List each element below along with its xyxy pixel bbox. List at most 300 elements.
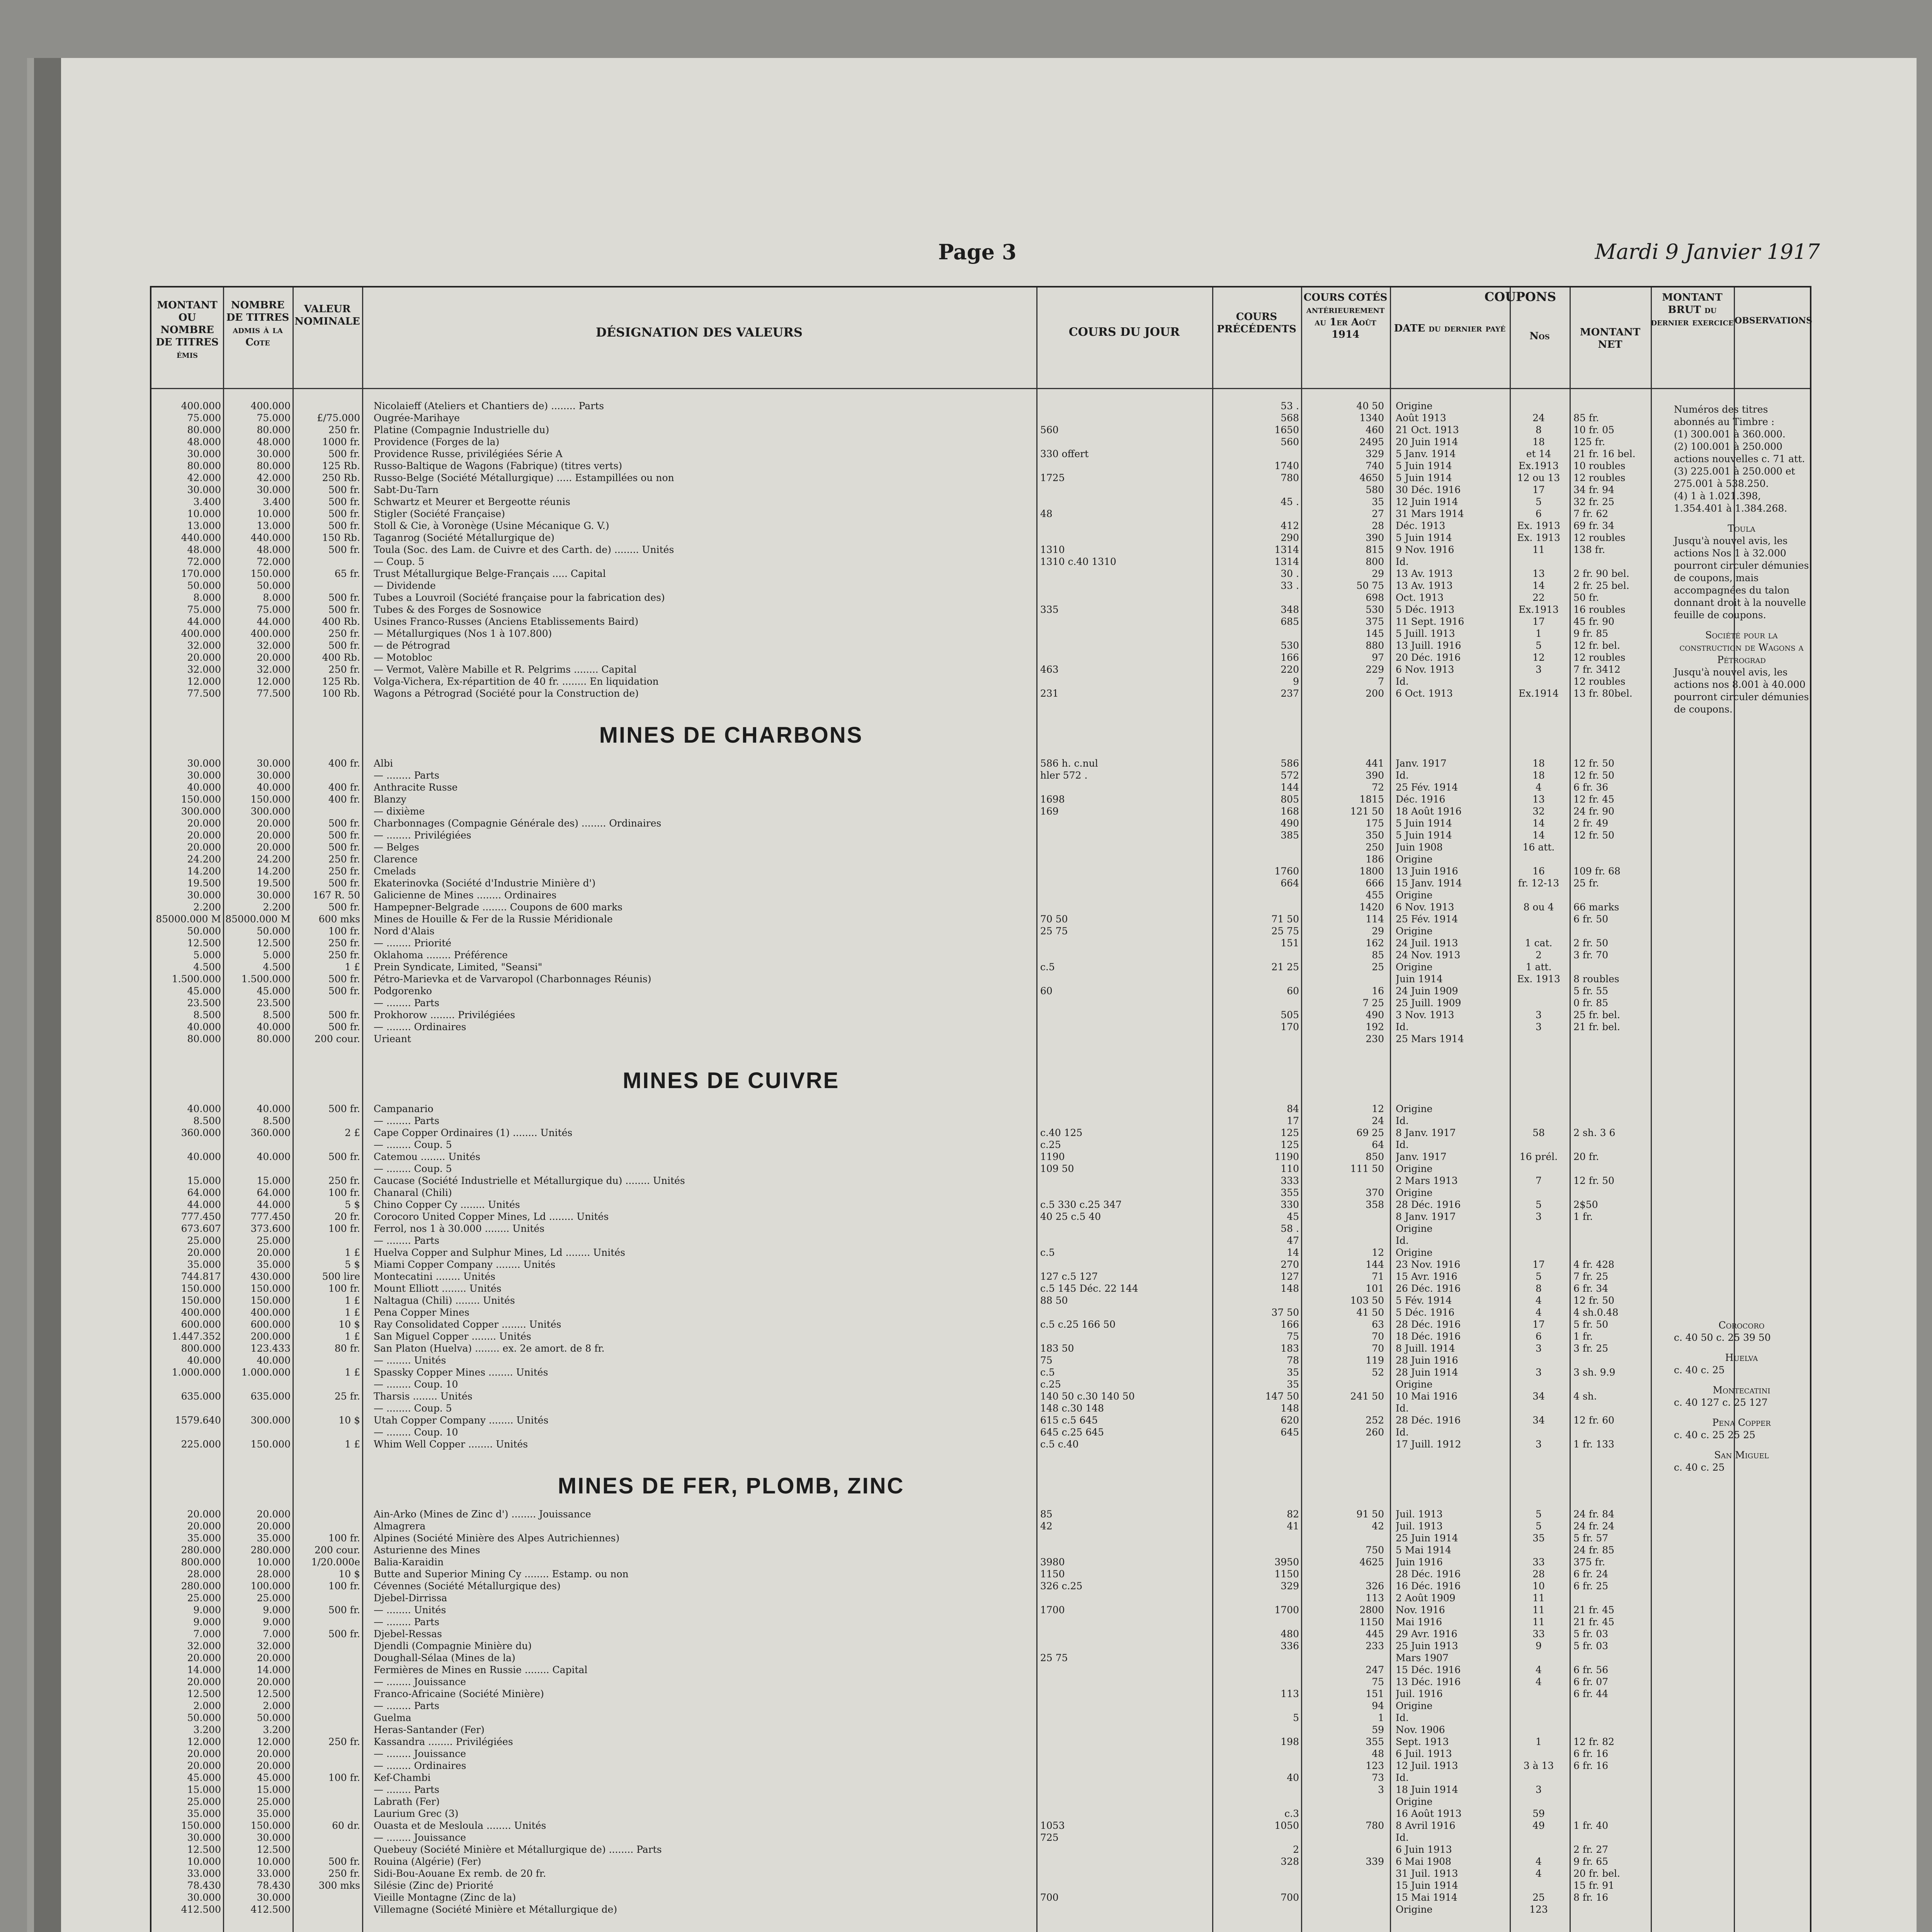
page-fold-shadow <box>34 58 61 1932</box>
cell-emis: 412.500 <box>181 1904 221 1915</box>
cell-emis: 30.000 <box>187 448 221 459</box>
cell-name: Rouina (Algérie) (Fer) <box>374 1856 481 1867</box>
cell-jour: 700 <box>1040 1892 1059 1903</box>
table-row <box>151 675 1810 688</box>
cell-name: — ........ Coup. 10 <box>374 1379 458 1390</box>
table-row <box>151 1592 1810 1605</box>
cell-name: Chino Copper Cy ........ Unités <box>374 1199 520 1210</box>
cell-cote: 800 <box>1366 556 1384 567</box>
cell-name: — ........ Parts <box>374 770 439 781</box>
cell-emis: 10.000 <box>187 508 221 519</box>
cell-prec: 41 <box>1287 1520 1299 1532</box>
cell-jour: 85 <box>1040 1509 1053 1520</box>
cell-name: — ........ Priorité <box>374 937 452 949</box>
cell-cote: 64 <box>1372 1139 1384 1150</box>
table-row <box>151 1282 1810 1295</box>
cell-name: Providence Russe, privilégiées Série A <box>374 448 563 459</box>
cell-adm: 150.000 <box>250 568 291 579</box>
table-row <box>151 1330 1810 1343</box>
cell-val: 125 Rb. <box>322 676 360 687</box>
col-header-admis: NOMBRE DE TITRES admis à la Cote <box>226 299 289 348</box>
cell-val: 1 £ <box>345 1295 360 1306</box>
cell-name: Schwartz et Meurer et Bergeotte réunis <box>374 496 570 507</box>
cell-prec: 144 <box>1281 782 1299 793</box>
cell-emis: 20.000 <box>187 1760 221 1771</box>
cell-emis: 800.000 <box>181 1556 221 1568</box>
cell-net: 2$50 <box>1573 1199 1598 1210</box>
cell-cote: 162 <box>1366 937 1384 949</box>
cell-prec: 5 <box>1293 1712 1299 1723</box>
cell-net: 375 fr. <box>1573 1556 1605 1568</box>
cell-net: 8 fr. 16 <box>1573 1892 1609 1903</box>
table-row <box>151 1723 1810 1736</box>
cell-emis: 32.000 <box>187 1640 221 1651</box>
table-row <box>151 1102 1810 1116</box>
cell-cote: 390 <box>1366 770 1384 781</box>
table-row <box>151 961 1810 974</box>
cell-no: 24 <box>1532 412 1545 423</box>
table-row <box>151 1378 1810 1391</box>
cell-net: 5 fr. 55 <box>1573 985 1609 997</box>
cell-jour: 1725 <box>1040 472 1065 483</box>
cell-adm: 3.200 <box>263 1724 291 1735</box>
table-row <box>151 1747 1810 1760</box>
cell-cote: 247 <box>1366 1664 1384 1675</box>
cell-adm: 80.000 <box>257 424 291 435</box>
cell-date: 5 Juin 1914 <box>1396 830 1452 841</box>
cell-no: 9 <box>1536 1640 1542 1651</box>
cell-emis: 30.000 <box>187 484 221 495</box>
cell-emis: 44.000 <box>187 1199 221 1210</box>
cell-cote: 390 <box>1366 532 1384 543</box>
cell-adm: 30.000 <box>257 1832 291 1843</box>
obs-item: (2) 100.001 à 250.000 actions nouvelles c. 71 att. <box>1674 441 1805 464</box>
cell-date: Origine <box>1396 1223 1433 1234</box>
cell-date: 9 Nov. 1916 <box>1396 544 1454 555</box>
cell-date: 2 Mars 1913 <box>1396 1175 1458 1186</box>
cell-prec: 385 <box>1281 830 1299 841</box>
cell-adm: 4.500 <box>263 961 291 973</box>
cell-adm: 20.000 <box>257 1509 291 1520</box>
cell-net: 125 fr. <box>1573 436 1605 447</box>
cell-val: 300 mks <box>318 1880 360 1891</box>
observations-cuivre <box>1674 1311 1809 1474</box>
cell-name: — dixième <box>374 806 425 817</box>
table-row <box>151 495 1810 509</box>
cell-date: 28 Déc. 1916 <box>1396 1415 1461 1426</box>
cell-adm: 30.000 <box>257 1892 291 1903</box>
cell-adm: 150.000 <box>250 1820 291 1831</box>
table-row <box>151 781 1810 794</box>
cell-emis: 75.000 <box>187 604 221 615</box>
cell-date: 28 Juin 1916 <box>1396 1355 1458 1366</box>
cell-emis: 30.000 <box>187 758 221 769</box>
cell-jour: 586 h. c.nul <box>1040 758 1098 769</box>
cell-emis: 150.000 <box>181 1820 221 1831</box>
cell-adm: 35.000 <box>257 1808 291 1819</box>
cell-prec: 220 <box>1281 664 1299 675</box>
table-row <box>151 1843 1810 1856</box>
cell-adm: 25.000 <box>257 1592 291 1604</box>
obs-item: (4) 1 à 1.021.398, 1.354.401 à 1.384.268. <box>1674 490 1787 514</box>
cell-emis: 225.000 <box>181 1439 221 1450</box>
cell-emis: 20.000 <box>187 830 221 841</box>
cell-val: 500 fr. <box>328 448 360 459</box>
table-row <box>151 603 1810 616</box>
cell-net: 6 fr. 24 <box>1573 1568 1609 1580</box>
cell-jour: hler 572 . <box>1040 770 1088 781</box>
cell-name: — ........ Parts <box>374 1115 439 1126</box>
cell-prec: 330 <box>1281 1199 1299 1210</box>
cell-emis: 20.000 <box>187 1520 221 1532</box>
cell-adm: 78.430 <box>257 1880 291 1891</box>
cell-cote: 1150 <box>1359 1616 1384 1628</box>
cell-name: Platine (Compagnie Industrielle du) <box>374 424 549 435</box>
cell-emis: 33.000 <box>187 1868 221 1879</box>
cell-net: 12 fr. 50 <box>1573 758 1614 769</box>
cell-adm: 25.000 <box>257 1235 291 1246</box>
cell-date: 5 Mai 1914 <box>1396 1544 1451 1556</box>
cell-adm: 30.000 <box>257 758 291 769</box>
cell-val: 500 fr. <box>328 496 360 507</box>
cell-emis: 12.500 <box>187 937 221 949</box>
cell-cote: 101 <box>1366 1283 1384 1294</box>
cell-net: 12 fr. 50 <box>1573 1295 1614 1306</box>
cell-net: 13 fr. 80bel. <box>1573 688 1633 699</box>
cell-prec: 664 <box>1281 878 1299 889</box>
cell-emis: 360.000 <box>181 1127 221 1138</box>
cell-name: Villemagne (Société Minière et Métallurgique de) <box>374 1904 617 1915</box>
cell-emis: 4.500 <box>193 961 221 973</box>
cell-date: 11 Sept. 1916 <box>1396 616 1464 627</box>
cell-adm: 123.433 <box>250 1343 291 1354</box>
cell-cote: 114 <box>1366 913 1384 925</box>
obs-corocoro-text: c. 40 50 c. 25 39 50 <box>1674 1332 1771 1343</box>
cell-net: 12 roubles <box>1573 532 1626 543</box>
cell-no: 18 <box>1532 770 1545 781</box>
cell-cote: 370 <box>1366 1187 1384 1198</box>
cell-emis: 20.000 <box>187 1247 221 1258</box>
cell-adm: 44.000 <box>257 616 291 627</box>
col-header-coupons: COUPONS <box>1484 289 1556 304</box>
cell-net: 5 fr. 03 <box>1573 1640 1609 1651</box>
cell-net: 10 roubles <box>1573 460 1626 471</box>
cell-prec: 53 . <box>1281 400 1299 412</box>
table-row <box>151 973 1810 986</box>
cell-name: — ........ Parts <box>374 1700 439 1711</box>
cell-net: 6 fr. 16 <box>1573 1748 1609 1759</box>
table-row <box>151 447 1810 461</box>
cell-cote: 350 <box>1366 830 1384 841</box>
cell-prec: 183 <box>1281 1343 1299 1354</box>
cell-adm: 20.000 <box>257 1760 291 1771</box>
cell-net: 69 fr. 34 <box>1573 520 1614 531</box>
cell-val: 1 £ <box>345 1307 360 1318</box>
cell-prec: 113 <box>1281 1688 1299 1699</box>
cell-prec: 127 <box>1281 1271 1299 1282</box>
cell-date: 15 Mai 1914 <box>1396 1892 1458 1903</box>
table-row <box>151 937 1810 950</box>
cell-net: 9 fr. 65 <box>1573 1856 1609 1867</box>
cell-adm: 100.000 <box>250 1580 291 1592</box>
cell-jour: 330 offert <box>1040 448 1089 459</box>
cell-name: Nord d'Alais <box>374 925 435 937</box>
cell-date: Origine <box>1396 1247 1433 1258</box>
cell-net: 24 fr. 90 <box>1573 806 1614 817</box>
cell-net: 8 roubles <box>1573 973 1619 985</box>
cell-net: 6 fr. 34 <box>1573 1283 1609 1294</box>
cell-val: 250 fr. <box>328 1175 360 1186</box>
cell-name: Catemou ........ Unités <box>374 1151 481 1162</box>
cell-name: Asturienne des Mines <box>374 1544 480 1556</box>
cell-adm: 12.500 <box>257 1844 291 1855</box>
cell-date: 15 Juin 1914 <box>1396 1880 1458 1891</box>
cell-no: Ex. 1913 <box>1517 532 1560 543</box>
table-row <box>151 1426 1810 1439</box>
cell-no: 3 <box>1536 1021 1542 1032</box>
cell-emis: 25.000 <box>187 1592 221 1604</box>
cell-val: 250 fr. <box>328 1736 360 1747</box>
cell-val: 500 fr. <box>328 985 360 997</box>
cell-prec: 25 75 <box>1271 925 1299 937</box>
cell-cote: 48 <box>1372 1748 1384 1759</box>
cell-name: — Vermot, Valère Mabille et R. Pelgrims ........ Capital <box>374 664 637 675</box>
table-row <box>151 1580 1810 1593</box>
cell-val: 65 fr. <box>334 568 360 579</box>
cell-date: 18 Déc. 1916 <box>1396 1331 1461 1342</box>
col-header-observations: OBSERVATIONS <box>1735 316 1812 326</box>
cell-emis: 12.000 <box>187 1736 221 1747</box>
table-row <box>151 889 1810 902</box>
cell-name: Laurium Grec (3) <box>374 1808 459 1819</box>
cell-val: 500 fr. <box>328 842 360 853</box>
cell-cote: 460 <box>1366 424 1384 435</box>
cell-date: 28 Déc. 1916 <box>1396 1319 1461 1330</box>
cell-no: 13 <box>1532 568 1545 579</box>
cell-val: 500 lire <box>322 1271 360 1282</box>
cell-net: 25 fr. bel. <box>1573 1009 1620 1020</box>
cell-emis: 30.000 <box>187 889 221 901</box>
cell-date: 13 Juill. 1916 <box>1396 640 1461 651</box>
cell-jour: 725 <box>1040 1832 1059 1843</box>
cell-jour: c.25 <box>1040 1139 1061 1150</box>
cell-val: 500 fr. <box>328 604 360 615</box>
col-header-net: MONTANT NET <box>1580 327 1641 350</box>
cell-adm: 80.000 <box>257 460 291 471</box>
cell-cote: 29 <box>1372 568 1384 579</box>
cell-prec: 1314 <box>1274 556 1299 567</box>
cell-cote: 85 <box>1372 949 1384 961</box>
cell-prec: 45 . <box>1281 496 1299 507</box>
cell-name: Doughall-Sélaa (Mines de la) <box>374 1652 515 1663</box>
cell-prec: 237 <box>1281 688 1299 699</box>
table-row <box>151 1903 1810 1916</box>
cell-adm: 9.000 <box>263 1604 291 1616</box>
cell-cote: 119 <box>1366 1355 1384 1366</box>
table-row <box>151 423 1810 437</box>
cell-emis: 44.000 <box>187 616 221 627</box>
cell-net: 10 fr. 05 <box>1573 424 1614 435</box>
cell-name: Pétro-Marievka et de Varvaropol (Charbonnages Réunis) <box>374 973 651 985</box>
cell-val: 500 fr. <box>328 1009 360 1020</box>
cell-val: 500 fr. <box>328 1856 360 1867</box>
cell-cote: 260 <box>1366 1427 1384 1438</box>
cell-net: 50 fr. <box>1573 592 1599 603</box>
cell-net: 34 fr. 94 <box>1573 484 1614 495</box>
cell-emis: 40.000 <box>187 1355 221 1366</box>
cell-name: Albi <box>374 758 393 769</box>
cell-net: 32 fr. 25 <box>1573 496 1614 507</box>
cell-emis: 20.000 <box>187 818 221 829</box>
cell-cote: 41 50 <box>1356 1307 1384 1318</box>
cell-net: 21 fr. 45 <box>1573 1604 1614 1616</box>
cell-date: Id. <box>1396 1427 1409 1438</box>
cell-date: 18 Juin 1914 <box>1396 1784 1458 1795</box>
cell-val: 100 fr. <box>328 1223 360 1234</box>
cell-cote: 91 50 <box>1356 1509 1384 1520</box>
cell-name: Franco-Africaine (Société Minière) <box>374 1688 544 1699</box>
cell-val: 1 £ <box>345 1247 360 1258</box>
cell-jour: 42 <box>1040 1520 1053 1532</box>
cell-prec: 71 50 <box>1271 913 1299 925</box>
cell-date: Id. <box>1396 1139 1409 1150</box>
cell-cote: 35 <box>1372 496 1384 507</box>
cell-adm: 30.000 <box>257 448 291 459</box>
cell-no: 6 <box>1536 1331 1542 1342</box>
cell-adm: 44.000 <box>257 1199 291 1210</box>
cell-adm: 45.000 <box>257 1772 291 1783</box>
cell-emis: 1.000.000 <box>172 1367 221 1378</box>
cell-name: Taganrog (Société Métallurgique de) <box>374 532 554 543</box>
cell-name: Trust Métallurgique Belge-Français ..... Capital <box>374 568 606 579</box>
cell-adm: 2.200 <box>263 901 291 913</box>
cell-jour: 463 <box>1040 664 1059 675</box>
cell-date: Origine <box>1396 1379 1433 1390</box>
cell-name: — ........ Unités <box>374 1604 446 1616</box>
table-row <box>151 1651 1810 1665</box>
cell-val: 500 fr. <box>328 973 360 985</box>
table-row <box>151 1009 1810 1022</box>
cell-val: 500 fr. <box>328 640 360 651</box>
cell-prec: 1700 <box>1274 1604 1299 1616</box>
cell-emis: 30.000 <box>187 1832 221 1843</box>
cell-name: Wagons a Pétrograd (Société pour la Construction de) <box>374 688 639 699</box>
cell-date: Id. <box>1396 1772 1409 1783</box>
table-row <box>151 1831 1810 1844</box>
cell-date: 12 Juin 1914 <box>1396 496 1458 507</box>
cell-date: Id. <box>1396 1403 1409 1414</box>
cell-adm: 72.000 <box>257 556 291 567</box>
cell-date: Origine <box>1396 961 1433 973</box>
cell-name: Anthracite Russe <box>374 782 458 793</box>
cell-date: Origine <box>1396 1103 1433 1114</box>
table-row <box>151 651 1810 664</box>
cell-cote: 75 <box>1372 1676 1384 1687</box>
cell-cote: 28 <box>1372 520 1384 531</box>
cell-prec: 1650 <box>1274 424 1299 435</box>
cell-val: 25 fr. <box>334 1391 360 1402</box>
table-row <box>151 1568 1810 1581</box>
cell-date: 30 Déc. 1916 <box>1396 484 1461 495</box>
cell-date: Id. <box>1396 1115 1409 1126</box>
cell-emis: 15.000 <box>187 1175 221 1186</box>
cell-prec: 9 <box>1293 676 1299 687</box>
cell-adm: 20.000 <box>257 1748 291 1759</box>
cell-cote: 121 50 <box>1350 806 1384 817</box>
cell-no: 5 <box>1536 1509 1542 1520</box>
cell-jour: c.5 <box>1040 1247 1055 1258</box>
cell-date: 26 Déc. 1916 <box>1396 1283 1461 1294</box>
cell-prec: 170 <box>1281 1021 1299 1032</box>
cell-adm: 1.000.000 <box>241 1367 291 1378</box>
cell-date: 17 Juill. 1912 <box>1396 1439 1461 1450</box>
cell-prec: 586 <box>1281 758 1299 769</box>
cell-date: 24 Juil. 1913 <box>1396 937 1458 949</box>
cell-cote: 12 <box>1372 1103 1384 1114</box>
cell-date: 13 Juin 1916 <box>1396 866 1458 877</box>
cell-net: 6 fr. 25 <box>1573 1580 1609 1592</box>
cell-prec: 568 <box>1281 412 1299 423</box>
table-row <box>151 1402 1810 1415</box>
cell-net: 12 fr. 60 <box>1573 1415 1614 1426</box>
table-row <box>151 1735 1810 1748</box>
cell-adm: 20.000 <box>257 1247 291 1258</box>
cell-no: 3 <box>1536 1439 1542 1450</box>
cell-date: 24 Nov. 1913 <box>1396 949 1461 961</box>
cell-name: Tubes a Louvroil (Société française pour la fabrication des) <box>374 592 665 603</box>
cell-val: 250 Rb. <box>322 472 360 483</box>
cell-prec: 412 <box>1281 520 1299 531</box>
cell-no: 59 <box>1532 1808 1545 1819</box>
cell-prec: 1740 <box>1274 460 1299 471</box>
table-row <box>151 1390 1810 1403</box>
cell-emis: 50.000 <box>187 925 221 937</box>
cell-no: 34 <box>1532 1415 1545 1426</box>
cell-prec: 45 <box>1287 1211 1299 1222</box>
cell-adm: 32.000 <box>257 1640 291 1651</box>
cell-net: 24 fr. 84 <box>1573 1509 1614 1520</box>
cell-prec: 348 <box>1281 604 1299 615</box>
cell-net: 21 fr. bel. <box>1573 1021 1620 1032</box>
cell-val: 400 fr. <box>328 782 360 793</box>
cell-adm: 430.000 <box>250 1271 291 1282</box>
cell-jour: 40 25 c.5 40 <box>1040 1211 1101 1222</box>
cell-no: 16 att. <box>1522 842 1555 853</box>
cell-cote: 59 <box>1372 1724 1384 1735</box>
cell-emis: 8.500 <box>193 1115 221 1126</box>
cell-emis: 85000.000 M <box>156 913 221 925</box>
cell-adm: 30.000 <box>257 889 291 901</box>
cell-no: 34 <box>1532 1391 1545 1402</box>
cell-val: 1 £ <box>345 961 360 973</box>
cell-prec: 329 <box>1281 1580 1299 1592</box>
cell-net: 6 fr. 56 <box>1573 1664 1609 1675</box>
cell-emis: 45.000 <box>187 985 221 997</box>
cell-adm: 45.000 <box>257 985 291 997</box>
cell-jour: 1698 <box>1040 794 1065 805</box>
cell-no: 11 <box>1532 1604 1545 1616</box>
cell-emis: 30.000 <box>187 1892 221 1903</box>
cell-val: 500 fr. <box>328 1628 360 1639</box>
cell-adm: 8.000 <box>263 592 291 603</box>
cell-cote: 29 <box>1372 925 1384 937</box>
cell-name: — ........ Privilégiées <box>374 830 471 841</box>
table-row <box>151 853 1810 866</box>
cell-name: Huelva Copper and Sulphur Mines, Ld ........ Unités <box>374 1247 625 1258</box>
cell-name: — ........ Coup. 5 <box>374 1403 452 1414</box>
table-row <box>151 1532 1810 1545</box>
cell-no: 14 <box>1532 818 1545 829</box>
